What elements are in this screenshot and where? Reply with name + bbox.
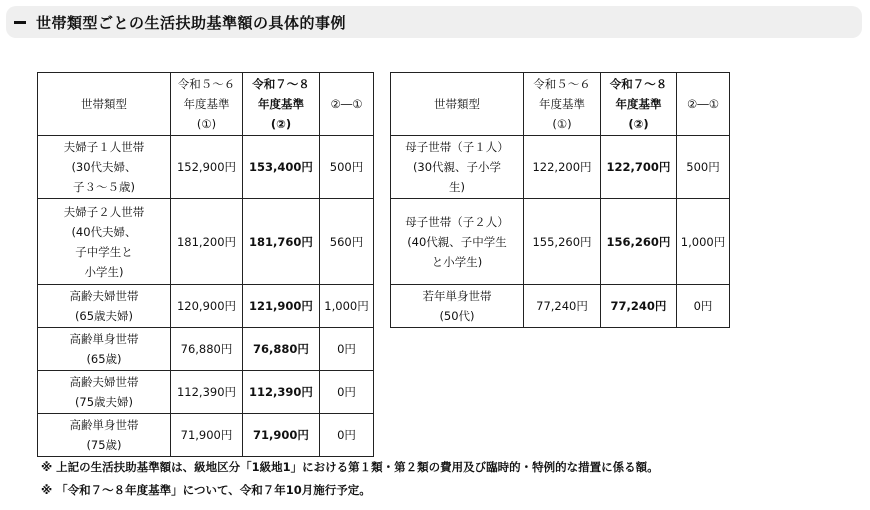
household-type-cell: 高齢単身世帯 (75歳) [38, 414, 171, 457]
r7-8-amount-cell: 122,700円 [601, 136, 677, 199]
header-difference: ②―① [320, 73, 374, 136]
r5-6-amount-cell: 155,260円 [524, 199, 601, 285]
header-r5-6-standard: 令和５～６ 年度基準 (①) [171, 73, 243, 136]
r7-8-amount-cell: 71,900円 [243, 414, 320, 457]
header-r7-8-standard: 令和７～８ 年度基準 (②) [601, 73, 677, 136]
header-r7-8-standard: 令和７～８ 年度基準 (②) [243, 73, 320, 136]
difference-cell: 0円 [320, 414, 374, 457]
r7-8-amount-cell: 156,260円 [601, 199, 677, 285]
household-type-cell: 若年単身世帯 (50代) [391, 285, 524, 328]
r5-6-amount-cell: 120,900円 [171, 285, 243, 328]
r7-8-amount-cell: 77,240円 [601, 285, 677, 328]
difference-cell: 0円 [320, 371, 374, 414]
r5-6-amount-cell: 71,900円 [171, 414, 243, 457]
household-type-cell: 高齢単身世帯 (65歳) [38, 328, 171, 371]
table-row [38, 199, 374, 285]
left-benefit-table [37, 72, 374, 457]
r7-8-amount-cell: 181,760円 [243, 199, 320, 285]
r5-6-amount-cell: 181,200円 [171, 199, 243, 285]
r7-8-amount-cell: 121,900円 [243, 285, 320, 328]
table-row [38, 136, 374, 199]
footnote-level-note: ※ 上記の生活扶助基準額は、級地区分「1級地1」における第１類・第２類の費用及び臨時的・特例的な措置に係る額。 [41, 460, 659, 474]
table-header-row [391, 73, 730, 136]
r5-6-amount-cell: 152,900円 [171, 136, 243, 199]
r7-8-amount-cell: 112,390円 [243, 371, 320, 414]
difference-cell: 560円 [320, 199, 374, 285]
header-household-type: 世帯類型 [38, 73, 171, 136]
household-type-cell: 高齢夫婦世帯 (65歳夫婦) [38, 285, 171, 328]
r7-8-amount-cell: 76,880円 [243, 328, 320, 371]
table-header-row [38, 73, 374, 136]
difference-cell: 500円 [677, 136, 730, 199]
difference-cell: 1,000円 [677, 199, 730, 285]
household-type-cell: 夫婦子２人世帯 (40代夫婦、 子中学生と 小学生) [38, 199, 171, 285]
header-difference: ②―① [677, 73, 730, 136]
r7-8-amount-cell: 153,400円 [243, 136, 320, 199]
header-household-type: 世帯類型 [391, 73, 524, 136]
difference-cell: 1,000円 [320, 285, 374, 328]
difference-cell: 0円 [677, 285, 730, 328]
difference-cell: 500円 [320, 136, 374, 199]
difference-cell: 0円 [320, 328, 374, 371]
title-dash-icon [14, 21, 26, 24]
table-row [38, 328, 374, 371]
r5-6-amount-cell: 77,240円 [524, 285, 601, 328]
table-row [38, 371, 374, 414]
r5-6-amount-cell: 112,390円 [171, 371, 243, 414]
table-row [391, 285, 730, 328]
table-row [391, 199, 730, 285]
household-type-cell: 夫婦子１人世帯 (30代夫婦、 子３～５歳) [38, 136, 171, 199]
r5-6-amount-cell: 122,200円 [524, 136, 601, 199]
right-benefit-table [390, 72, 730, 328]
section-title: 世帯類型ごとの生活扶助基準額の具体的事例 [36, 13, 347, 32]
r5-6-amount-cell: 76,880円 [171, 328, 243, 371]
household-type-cell: 高齢夫婦世帯 (75歳夫婦) [38, 371, 171, 414]
section-title-bar [6, 6, 862, 38]
table-row [38, 285, 374, 328]
footnote-effective-date: ※ 「令和７～８年度基準」について、令和７年10月施行予定。 [41, 483, 371, 497]
household-type-cell: 母子世帯（子２人） (40代親、子中学生 と小学生) [391, 199, 524, 285]
table-row [391, 136, 730, 199]
table-row [38, 414, 374, 457]
header-r5-6-standard: 令和５～６ 年度基準 (①) [524, 73, 601, 136]
household-type-cell: 母子世帯（子１人） (30代親、子小学 生) [391, 136, 524, 199]
